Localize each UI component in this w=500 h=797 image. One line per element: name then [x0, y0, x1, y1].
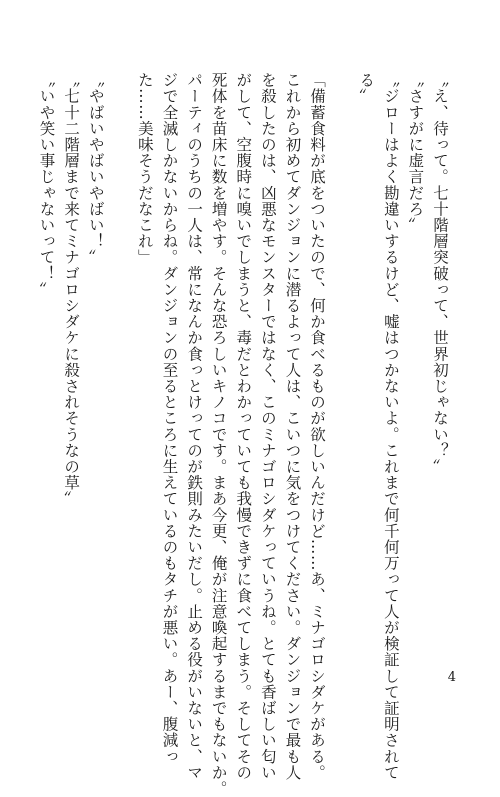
text-line: 〝え、待って。七十階層突破って、世界初じゃない？〟 [431, 72, 449, 475]
page-number: 4 [447, 670, 456, 685]
text-line: これから初めてダンジョンに潜るよって人は、こいつに気をつけてください。ダンジョンで最も人 [283, 72, 302, 781]
text-line: 〝ジローはよく勘違いするけど、嘘はつかないよ。これまで何千何万って人が検証して証明されて [381, 72, 400, 781]
text-line: ジで全滅しかないからね。ダンジョンの至るところに生えているのもタチが悪い。あー、腹減っ [160, 72, 179, 765]
text-line: を殺したのは、凶悪なモンスターではなく、このミナゴロシダケっていうね。とても香ばしい匂い [258, 72, 277, 781]
text-line: る〟 [357, 72, 376, 105]
vertical-text-body [34, 72, 452, 797]
text-line: 「備蓄食料が底をついたので、何か食べるものが欲しいんだけど……あ、ミナゴロシダケがある。 [308, 72, 327, 781]
text-line: 死体を苗床に数を増やす。そんな恐ろしいキノコです。まあ今更、俺が注意喚起するまでもないか。 [209, 72, 228, 797]
text-line: た……美味そうだなこれ」 [135, 72, 154, 266]
blank-line [329, 72, 354, 632]
blank-line [108, 72, 133, 632]
text-line: パーティのうちの一人は、常になんか食っとけってのが鉄則みたいだし。止める役がいないと、マ [185, 72, 204, 781]
text-line: 〝さすがに虚言だろ〟 [406, 72, 425, 233]
text-line: がして、空腹時に嗅いでしまうと、毒だとわかっていても我慢できずに食べてしまう。そしてその [234, 72, 253, 781]
text-line: 〝いや笑い事じゃないって！〟 [37, 72, 56, 298]
text-line: 〝やばいやばいやばい！〟 [86, 72, 105, 266]
text-line: 〝七十二階層まで来てミナゴロシダケに殺されそうなの草〟 [62, 72, 81, 507]
